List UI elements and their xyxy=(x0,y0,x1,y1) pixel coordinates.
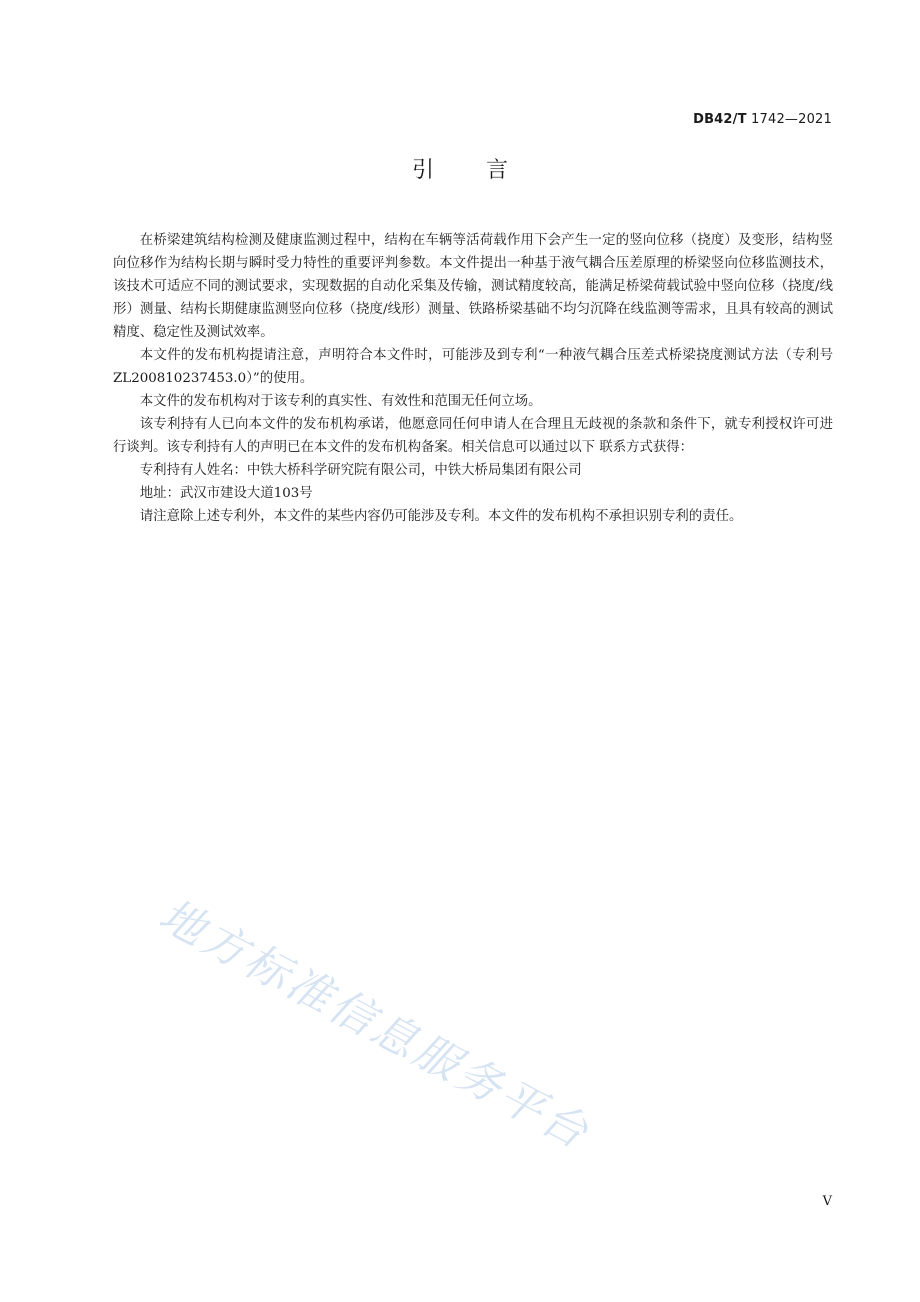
watermark: 地方标准信息服务平台 xyxy=(150,889,599,1161)
paragraph-holder-name: 专利持有人姓名：中铁大桥科学研究院有限公司，中铁大桥局集团有限公司 xyxy=(139,463,582,478)
page-title: 引言 xyxy=(411,158,560,183)
paragraph-background: 在桥梁建筑结构检测及健康监测过程中，结构在车辆等活荷载作用下会产生一定的竖向位移（挠度）及变形，结构竖向位移作为结构长期与瞬时受力特性的重要评判参数。本文件提出一种基于液气耦合压差原理的桥梁竖向位移监测技术，该技术可适应不同的测试要求，实现数据的自动化采集及传输，测试精度较高，能满足桥梁荷载试验中竖向位移（挠度/线形）测量、结构长期健康监测竖向位移（挠度/线形）测量、铁路桥梁基础不均匀沉降在线监测等需求，且具有较高的测试精度、稳定性及测试效率。 xyxy=(113,233,833,340)
paragraph-holder-commitment: 该专利持有人已向本文件的发布机构承诺，他愿意同任何申请人在合理且无歧视的条款和条件下，就专利授权许可进行谈判。该专利持有人的声明已在本文件的发布机构备案。相关信息可以通过以下 联系方式获得： xyxy=(113,417,833,455)
paragraph-other-patents: 请注意除上述专利外，本文件的某些内容仍可能涉及专利。本文件的发布机构不承担识别专利的责任。 xyxy=(139,509,743,524)
paragraph-patent-notice: 本文件的发布机构提请注意，声明符合本文件时，可能涉及到专利“一种液气耦合压差式桥梁挠度测试方法（专利号ZL200810237453.0）”的使用。 xyxy=(113,348,833,386)
document-code-number: 1742—2021 xyxy=(751,112,832,127)
paragraph-no-position: 本文件的发布机构对于该专利的真实性、有效性和范围无任何立场。 xyxy=(139,394,542,409)
document-code-prefix: DB42/T xyxy=(693,112,747,127)
document-code xyxy=(693,112,832,127)
page-number: V xyxy=(822,1194,832,1209)
document-body xyxy=(113,229,833,528)
paragraph-holder-address: 地址：武汉市建设大道103号 xyxy=(139,486,313,501)
